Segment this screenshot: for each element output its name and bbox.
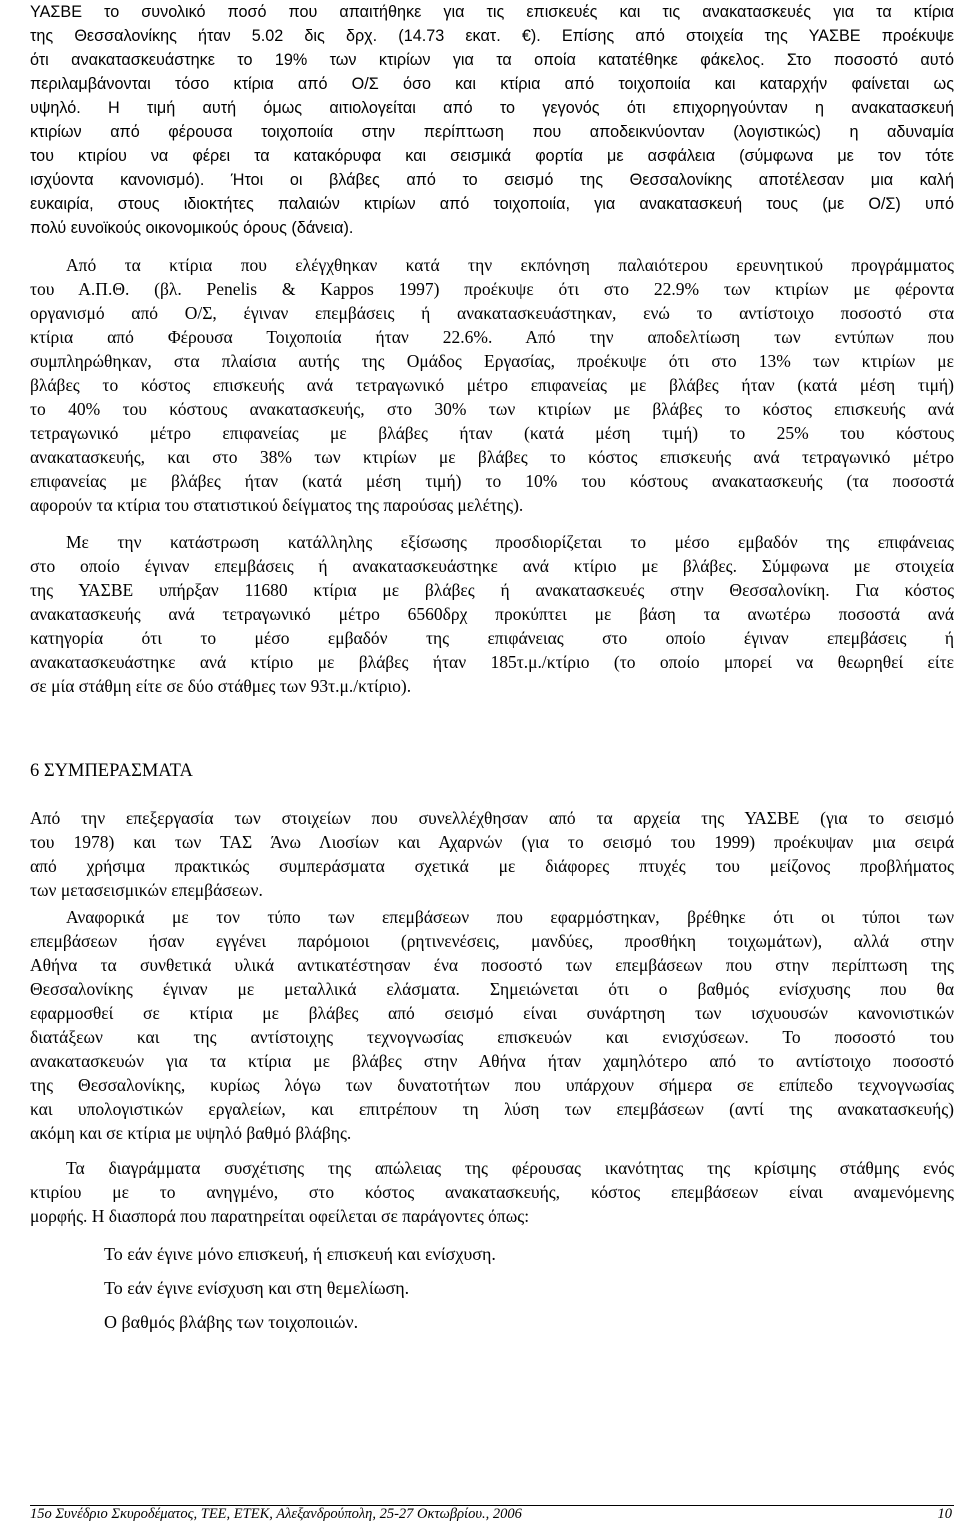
text-line: πολύ ευνοϊκούς οικονομικούς όρους (δάνεια).	[30, 219, 354, 237]
text-line: βλάβες το κόστος επισκευής ανά τετραγωνικό μέτρο επιφανείας με βλάβες ήταν (κατά μέση τιμή)	[30, 375, 954, 395]
text-line: της ΥΑΣΒΕ υπήρξαν 11680 κτίρια με βλάβες ή ανακατασκευές στην Θεσσαλονίκη. Για κόστος	[30, 580, 954, 600]
text-line: Θεσσαλονίκης έγιναν με μεταλλικά ελάσματα. Σημειώνεται ότι ο βαθμός ενίσχυσης που θα	[30, 979, 954, 999]
text-line: ανακατασκευών για τα κτίρια με βλάβες στην Αθήνα ήταν χαμηλότερο από το αντίστοιχο ποσοστό	[30, 1051, 954, 1071]
text-line: Αναφορικά με τον τύπο των επεμβάσεων που εφαρμόστηκαν, βρέθηκε ότι οι τύποι των	[66, 907, 954, 927]
text-line: Από την επεξεργασία των στοιχείων που συνελλέχθησαν από τα αρχεία της ΥΑΣΒΕ (για το σεισμό	[30, 808, 954, 828]
footer-conference: 15ο Συνέδριο Σκυροδέματος, ΤΕΕ, ΕΤΕΚ, Αλεξανδρούπολη, 25-27 Οκτωβρίου., 2006	[30, 1506, 522, 1522]
text-line: των μετασεισμικών επεμβάσεων.	[30, 880, 263, 900]
text-line: στο οποίο έγιναν επεμβάσεις ή ανακατασκευάστηκε ανά κτίριο με βλάβες. Σύμφωνα με στοιχεία	[30, 556, 954, 576]
list-item: Ο βαθμός βλάβης των τοιχοποιιών.	[104, 1312, 359, 1332]
text-line: της Θεσσαλονίκης, κυρίως λόγω των δυνατοτήτων που υπάρχουν σήμερα σε επίπεδο τεχνογνωσίας	[30, 1075, 954, 1095]
text-line: τετραγωνικό μέτρο επιφανείας με βλάβες ήταν (κατά μέση τιμή) το 25% του κόστους	[30, 423, 954, 443]
text-line: μορφής. Η διασπορά που παρατηρείται οφείλεται σε παράγοντες όπως:	[30, 1206, 530, 1226]
text-line: κτιρίων από φέρουσα τοιχοποιία στην περίπτωση που αποδεικνύονταν (λογιστικώς) η αδυναμία	[30, 123, 954, 141]
text-line: υψηλό. Η τιμή αυτή όμως αιτιολογείται από το γεγονός ότι επιχορηγούνταν η ανακατασκευή	[30, 99, 954, 117]
text-line: του 1978) και των ΤΑΣ Άνω Λιοσίων και Αχαρνών (για το σεισμό του 1999) προέκυψαν μια σειρά	[30, 832, 954, 852]
text-line: Από τα κτίρια που ελέγχθηκαν κατά την εκπόνηση παλαιότερου ερευνητικού προγράμματος	[66, 255, 954, 275]
text-line: εφαρμοσθεί σε κτίρια με βλάβες από σεισμό είναι συνάρτηση των ισχυουσών κανονιστικών	[30, 1003, 954, 1023]
text-line: ανακατασκευάστηκε ανά κτίριο με βλάβες ήταν 185τ.μ./κτίριο (το οποίο μπορεί να θεωρηθεί είτε	[30, 652, 954, 672]
section-heading: 6 ΣΥΜΠΕΡΑΣΜΑΤΑ	[30, 761, 193, 781]
text-line: και υπολογιστικών εργαλείων, και επιτρέπουν τη λύση των επεμβάσεων (αντί της ανακατασκευής)	[30, 1099, 954, 1119]
text-line: ευκαιρία, στους ιδιοκτήτες παλαιών κτιρίων από τοιχοποιία, για ανακατασκευή τους (με Ο/Σ) υπό	[30, 195, 954, 213]
list-item: Το εάν έγινε μόνο επισκευή, ή επισκευή και ενίσχυση.	[104, 1244, 496, 1264]
text-line: ΥΑΣΒΕ το συνολικό ποσό που απαιτήθηκε για τις επισκευές και τις ανακατασκευές για τα κτίρια	[30, 3, 954, 21]
text-line: Τα διαγράμματα συσχέτισης της απώλειας της φέρουσας ικανότητας της κρίσιμης στάθμης ενός	[66, 1158, 954, 1178]
page-number: 10	[937, 1506, 952, 1522]
list-item: Το εάν έγινε ενίσχυση και στη θεμελίωση.	[104, 1278, 410, 1298]
text-line: το 40% του κόστους ανακατασκευής, στο 30% των κτιρίων με βλάβες το κόστος επισκευής ανά	[30, 399, 954, 419]
text-line: ισχύοντα κανονισμό). Ήτοι οι βλάβες από το σεισμό της Θεσσαλονίκης αποτέλεσαν μια καλή	[30, 171, 954, 189]
text-line: ανακατασκευής ανά τετραγωνικό μέτρο 6560δρχ προκύπτει με βάση τα ανωτέρω ποσοστά ανά	[30, 604, 954, 624]
text-line: συμπληρώθηκαν, στα πλαίσια αυτής της Ομάδος Εργασίας, προέκυψε ότι στο 13% των κτιρίων με	[30, 351, 954, 371]
text-line: της Θεσσαλονίκης ήταν 5.02 δις δρχ. (14.73 εκατ. €). Επίσης από στοιχεία της ΥΑΣΒΕ προέκυψε	[30, 27, 954, 45]
text-line: επιφανείας με βλάβες ήταν (κατά μέση τιμή) το 10% του κόστους ανακατασκευής (τα ποσοστά	[30, 471, 954, 491]
text-line: κτίρια από Φέρουσα Τοιχοποιία ήταν 22.6%. Από την αποδελτίωση των εντύπων που	[30, 327, 954, 347]
text-line: από χρήσιμα πρακτικώς συμπεράσματα σχετικά με διάφορες πτυχές του μείζονος προβλήματος	[30, 856, 954, 876]
text-line: ακόμη και σε κτίρια με υψηλό βαθμό βλάβης.	[30, 1123, 352, 1143]
text-line: σε μία στάθμη είτε σε δύο στάθμες των 93τ.μ./κτίριο).	[30, 676, 412, 696]
text-line: διατάξεων και της αντίστοιχης τεχνογνωσίας επισκευών και ενισχύσεων. Το ποσοστό του	[30, 1027, 954, 1047]
text-line: Αθήνα τα συνθετικά υλικά αντικατέστησαν ένα ποσοστό των επεμβάσεων που στην περίπτωση της	[30, 955, 954, 975]
text-line: ότι ανακατασκευάστηκε το 19% των κτιρίων για τα οποία κατατέθηκε φάκελος. Στο ποσοστό αυτό	[30, 51, 954, 69]
text-line: ανακατασκευής, και στο 38% των κτιρίων με βλάβες το κόστος επισκευής ανά τετραγωνικό μέτρο	[30, 447, 954, 467]
text-line: του κτιρίου να φέρει τα κατακόρυφα και σεισμικά φορτία με ασφάλεια (σύμφωνα με τον τότε	[30, 147, 954, 165]
text-line: οργανισμό από Ο/Σ, έγιναν επεμβάσεις ή ανακατασκευάστηκαν, ενώ το αντίστοιχο ποσοστό στα	[30, 303, 954, 323]
text-line: επεμβάσεων ήσαν εγγένει παρόμοιοι (ρητινενέσεις, μανδύες, προσθήκη τοιχωμάτων), αλλά στην	[30, 931, 954, 951]
text-line: του Α.Π.Θ. (βλ. Penelis & Kappos 1997) προέκυψε ότι στο 22.9% των κτιρίων με φέροντα	[30, 279, 954, 299]
text-line: κτιρίου με το ανηγμένο, στο κόστος ανακατασκευής, κόστος επεμβάσεων είναι αναμενόμενης	[30, 1182, 954, 1202]
text-line: Με την κατάστρωση κατάλληλης εξίσωσης προσδιορίζεται το μέσο εμβαδόν της επιφάνειας	[66, 532, 954, 552]
text-line: περιλαμβάνονται τόσο κτίρια από Ο/Σ όσο και κτίρια από τοιχοποιία και καταρχήν φαίνεται ως	[30, 75, 954, 93]
text-line: κατηγορία ότι το μέσο εμβαδόν της επιφάνειας στο οποίο έγιναν επεμβάσεις ή	[30, 628, 954, 648]
text-line: αφορούν τα κτίρια του στατιστικού δείγματος της παρούσας μελέτης).	[30, 495, 524, 515]
